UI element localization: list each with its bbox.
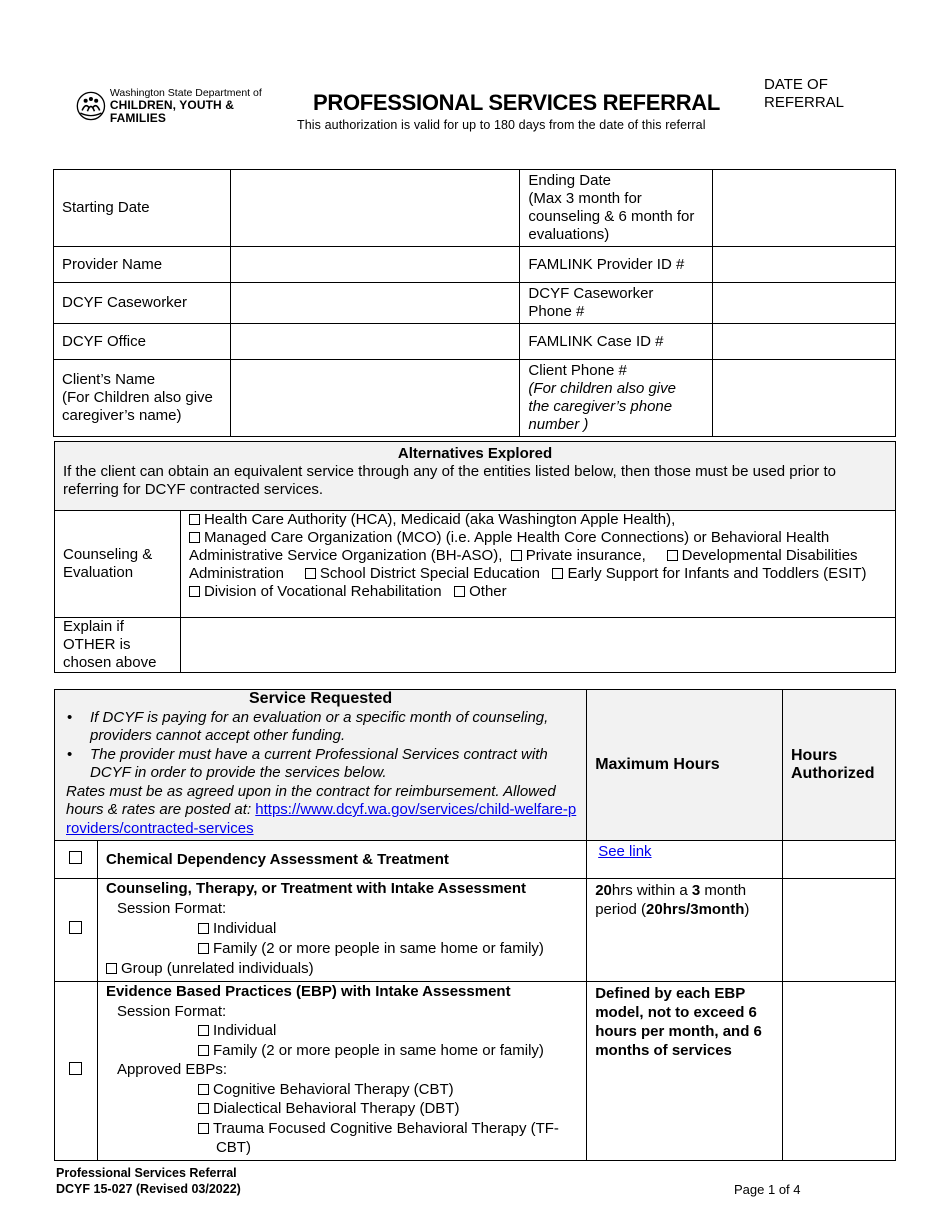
page-number: Page 1 of 4 [734,1182,801,1197]
dcyf-family-icon [76,89,106,123]
cd-hours-authorized-field[interactable] [783,841,896,879]
contract-note: • The provider must have a current Professional Services contract with DCYF in order to provide the services below. [63,746,578,783]
table-row [54,283,896,324]
counseling-evaluation-label: Counseling & Evaluation [55,511,181,618]
footer-form-info [56,1165,241,1197]
caseworker-phone-label: DCYF Caseworker Phone # [520,283,713,324]
client-phone-label: Client Phone # (For children also give the caregiver’s phone number ) [520,360,713,437]
table-row [54,360,896,437]
ebp-family-checkbox[interactable] [198,1045,209,1056]
footer-form-name: Professional Services Referral [56,1166,237,1180]
service-requested-table [54,689,896,1161]
dcyf-office-label: DCYF Office [54,324,231,360]
alternatives-header [55,442,896,511]
cd-max-hours [587,841,783,879]
other-checkbox[interactable] [454,586,465,597]
tfcbt-checkbox[interactable] [198,1123,209,1134]
cd-checkbox-cell [55,841,98,879]
explain-other-field[interactable] [180,618,895,673]
funding-note: • If DCYF is paying for an evaluation or a specific month of counseling, providers cannot accept other funding. [63,709,578,746]
counseling-individual-checkbox[interactable] [198,923,209,934]
client-name-label: Client’s Name (For Children also give caregiver’s name) [54,360,231,437]
cbt-checkbox[interactable] [198,1084,209,1095]
starting-date-label: Starting Date [54,170,231,247]
client-phone-field[interactable] [713,360,896,437]
table-row [54,170,896,247]
service-requested-title: Service Requested [249,690,393,707]
page-title: PROFESSIONAL SERVICES REFERRAL [313,90,721,115]
school-district-checkbox[interactable] [305,568,316,579]
dcyf-office-field[interactable] [230,324,520,360]
contracted-services-link[interactable]: https://www.dcyf.wa.gov/services/child-welfare-providers/contracted-services [66,801,577,837]
see-link[interactable]: See link [598,843,652,860]
famlink-case-id-label: FAMLINK Case ID # [520,324,713,360]
ending-date-field[interactable] [713,170,896,247]
date-of-referral-label: DATE OF REFERRAL [764,76,845,111]
counseling-checkbox[interactable] [69,921,82,934]
caseworker-phone-field[interactable] [713,283,896,324]
caseworker-label: DCYF Caseworker [54,283,231,324]
alternatives-explored-table [54,441,896,673]
referral-info-table [53,169,896,437]
client-name-field[interactable] [230,360,520,437]
footer-form-id: DCYF 15-027 (Revised 03/2022) [56,1182,241,1196]
famlink-provider-id-field[interactable] [713,247,896,283]
famlink-case-id-field[interactable] [713,324,896,360]
counseling-service: Counseling, Therapy, or Treatment with Intake Assessment Session Format: Individual Family (2 or more people in same home or family) Group (unrelated individuals) [97,879,586,982]
counseling-group-checkbox[interactable] [106,963,117,974]
ebp-individual-checkbox[interactable] [198,1025,209,1036]
dbt-checkbox[interactable] [198,1103,209,1114]
ebp-service-name: Evidence Based Practices (EBP) with Intake Assessment [105,983,511,1000]
cd-checkbox[interactable] [69,851,82,864]
counseling-max-hours: 20hrs within a 3 month period (20hrs/3month) [587,879,783,982]
ebp-hours-authorized-field[interactable] [783,982,896,1161]
ending-date-label: Ending Date (Max 3 month for counseling & 6 month for evaluations) [520,170,713,247]
explain-other-label: Explain if OTHER is chosen above [55,618,181,673]
table-row [54,247,896,283]
counseling-service-name: Counseling, Therapy, or Treatment with Intake Assessment [105,880,527,897]
alternatives-description: If the client can obtain an equivalent service through any of the entities listed below, then those must be used prior to referring for DCYF contracted services. [63,463,836,498]
alternatives-options: Health Care Authority (HCA), Medicaid (aka Washington Apple Health), Managed Care Organization (MCO) (i.e. Apple Health Core Connections) or Behavioral Health Administrative Service Organization (BH-ASO), Private insurance, Developmental Disabilities Administration School District Special Education Early Support for Infants and Toddlers (ESIT) Division of Vocational Rehabilitation Other [180,511,895,618]
cd-service-name: Chemical Dependency Assessment & Treatment [97,841,586,879]
dcyf-logo [76,86,271,126]
rates-note: Rates must be as agreed upon in the contract for reimbursement. Allowed hours & rates are posted at: [66,782,556,818]
logo-line1: Washington State Department of [109,86,262,99]
starting-date-field[interactable] [230,170,520,247]
provider-name-field[interactable] [230,247,520,283]
page-subtitle: This authorization is valid for up to 180 days from the date of this referral [297,118,706,132]
esit-checkbox[interactable] [552,568,563,579]
ebp-checkbox-cell [55,982,98,1161]
hours-authorized-header: Hours Authorized [783,690,896,841]
counseling-hours-authorized-field[interactable] [783,879,896,982]
famlink-provider-id-label: FAMLINK Provider ID # [520,247,713,283]
ebp-max-hours: Defined by each EBP model, not to exceed 6 hours per month, and 6 months of services [587,982,783,1161]
provider-name-label: Provider Name [54,247,231,283]
dda-checkbox[interactable] [667,550,678,561]
ebp-service: Evidence Based Practices (EBP) with Intake Assessment Session Format: Individual Family (2 or more people in same home or family) Approved EBPs: Cognitive Behavioral Therapy (CBT) Dialectical Behavioral Therapy (DBT) Trauma Focused Cognitive Behavioral Therapy (TF-CBT) [97,982,586,1161]
alternatives-title: Alternatives Explored [397,445,553,462]
table-row [54,324,896,360]
ebp-checkbox[interactable] [69,1062,82,1075]
dvr-checkbox[interactable] [189,586,200,597]
logo-line2: CHILDREN, YOUTH & FAMILIES [109,97,234,125]
maximum-hours-header: Maximum Hours [587,690,783,841]
counseling-checkbox-cell [55,879,98,982]
private-insurance-checkbox[interactable] [511,550,522,561]
hca-checkbox[interactable] [189,514,200,525]
mco-checkbox[interactable] [189,532,200,543]
caseworker-field[interactable] [230,283,520,324]
counseling-family-checkbox[interactable] [198,943,209,954]
service-requested-header [55,690,587,841]
